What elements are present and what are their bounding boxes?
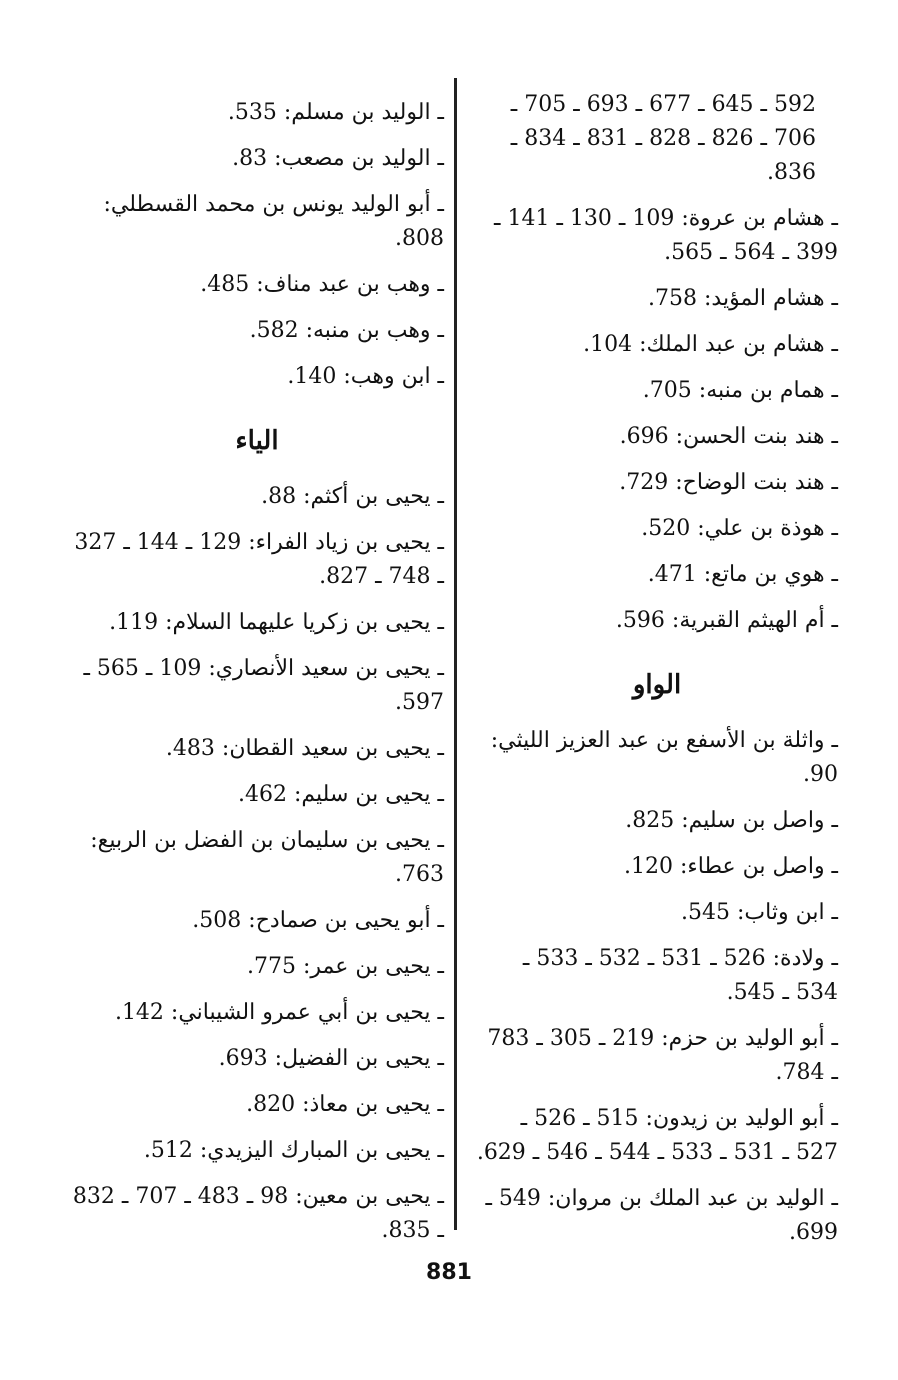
index-entry: ـ يحيى بن سليمان بن الفضل بن الربيع: 763. (90, 828, 444, 887)
index-entry: ـ واصل بن عطاء: 120. (624, 854, 838, 879)
index-entry: ـ يحيى بن سعيد الأنصاري: 109 ـ 565 ـ 597. (83, 656, 444, 715)
section-heading-waw: الواو (632, 670, 682, 700)
index-entry: ـ واثلة بن الأسفع بن عبد العزيز الليثي: 90. (490, 728, 838, 787)
index-entry: ـ أبو الوليد يونس بن محمد القسطلي: 808. (103, 192, 444, 251)
index-entry: ـ هند بنت الحسن: 696. (619, 424, 838, 449)
index-entry: ـ هشام المؤيد: 758. (648, 286, 838, 311)
index-entry: ـ يحيى بن سعيد القطان: 483. (165, 736, 444, 761)
index-entry: ـ يحيى بن المبارك اليزيدي: 512. (143, 1138, 444, 1163)
index-entry: ـ يحيى بن زكريا عليهما السلام: 119. (109, 610, 444, 635)
index-entry: ـ يحيى بن سليم: 462. (238, 782, 444, 807)
index-entry: ـ الوليد بن مصعب: 83. (232, 146, 444, 171)
index-entry: ـ ابن وهب: 140. (287, 364, 444, 389)
index-entry: ـ أبو الوليد بن حزم: 219 ـ 305 ـ 783 ـ 784. (487, 1026, 838, 1085)
index-entry: ـ هند بنت الوضاح: 729. (619, 470, 838, 495)
index-entry: ـ يحيى بن أبي عمرو الشيباني: 142. (114, 1000, 444, 1025)
column-divider (454, 78, 457, 1230)
page-number: 881 (426, 1260, 472, 1285)
index-entry: ـ أبو يحيى بن صمادح: 508. (192, 908, 444, 933)
index-entry: ـ هشام بن عبد الملك: 104. (583, 332, 838, 357)
right-column (476, 88, 838, 1262)
index-entry: ـ يحيى بن عمر: 775. (247, 954, 444, 979)
index-entry: ـ ولادة: 526 ـ 531 ـ 532 ـ 533 ـ 534 ـ 545. (522, 946, 838, 1005)
index-entry: ـ يحيى بن أكثم: 88. (261, 484, 444, 509)
index-entry: ـ يحيى بن معين: 98 ـ 483 ـ 707 ـ 832 ـ 835. (72, 1184, 444, 1243)
section-heading-ya: الياء (235, 426, 279, 456)
index-entry: ـ هوذة بن علي: 520. (641, 516, 838, 541)
index-entry: ـ الوليد بن مسلم: 535. (227, 100, 444, 125)
left-column (70, 96, 444, 1260)
index-entry: 592 ـ 645 ـ 677 ـ 693 ـ 705 ـ 706 ـ 826 ـ 828 ـ 831 ـ 834 ـ 836. (510, 92, 816, 185)
index-entry: ـ هوي بن ماتع: 471. (647, 562, 838, 587)
index-entry: ـ أبو الوليد بن زيدون: 515 ـ 526 ـ 527 ـ 531 ـ 533 ـ 544 ـ 546 ـ 629. (476, 1106, 838, 1165)
index-entry: ـ وهب بن عبد مناف: 485. (200, 272, 444, 297)
index-entry: ـ أم الهيثم القبرية: 596. (615, 608, 838, 633)
index-entry: ـ يحيى بن الفضيل: 693. (218, 1046, 444, 1071)
index-entry: ـ وهب بن منبه: 582. (249, 318, 444, 343)
index-entry: ـ يحيى بن زياد الفراء: 129 ـ 144 ـ 327 ـ 748 ـ 827. (74, 530, 444, 589)
index-entry: ـ ابن وثاب: 545. (681, 900, 838, 925)
index-entry: ـ هشام بن عروة: 109 ـ 130 ـ 141 ـ 399 ـ 564 ـ 565. (494, 206, 838, 265)
index-entry: ـ واصل بن سليم: 825. (625, 808, 838, 833)
index-entry: ـ همام بن منبه: 705. (642, 378, 838, 403)
index-entry: ـ الوليد بن عبد الملك بن مروان: 549 ـ 699. (485, 1186, 838, 1245)
index-entry: ـ يحيى بن معاذ: 820. (246, 1092, 444, 1117)
